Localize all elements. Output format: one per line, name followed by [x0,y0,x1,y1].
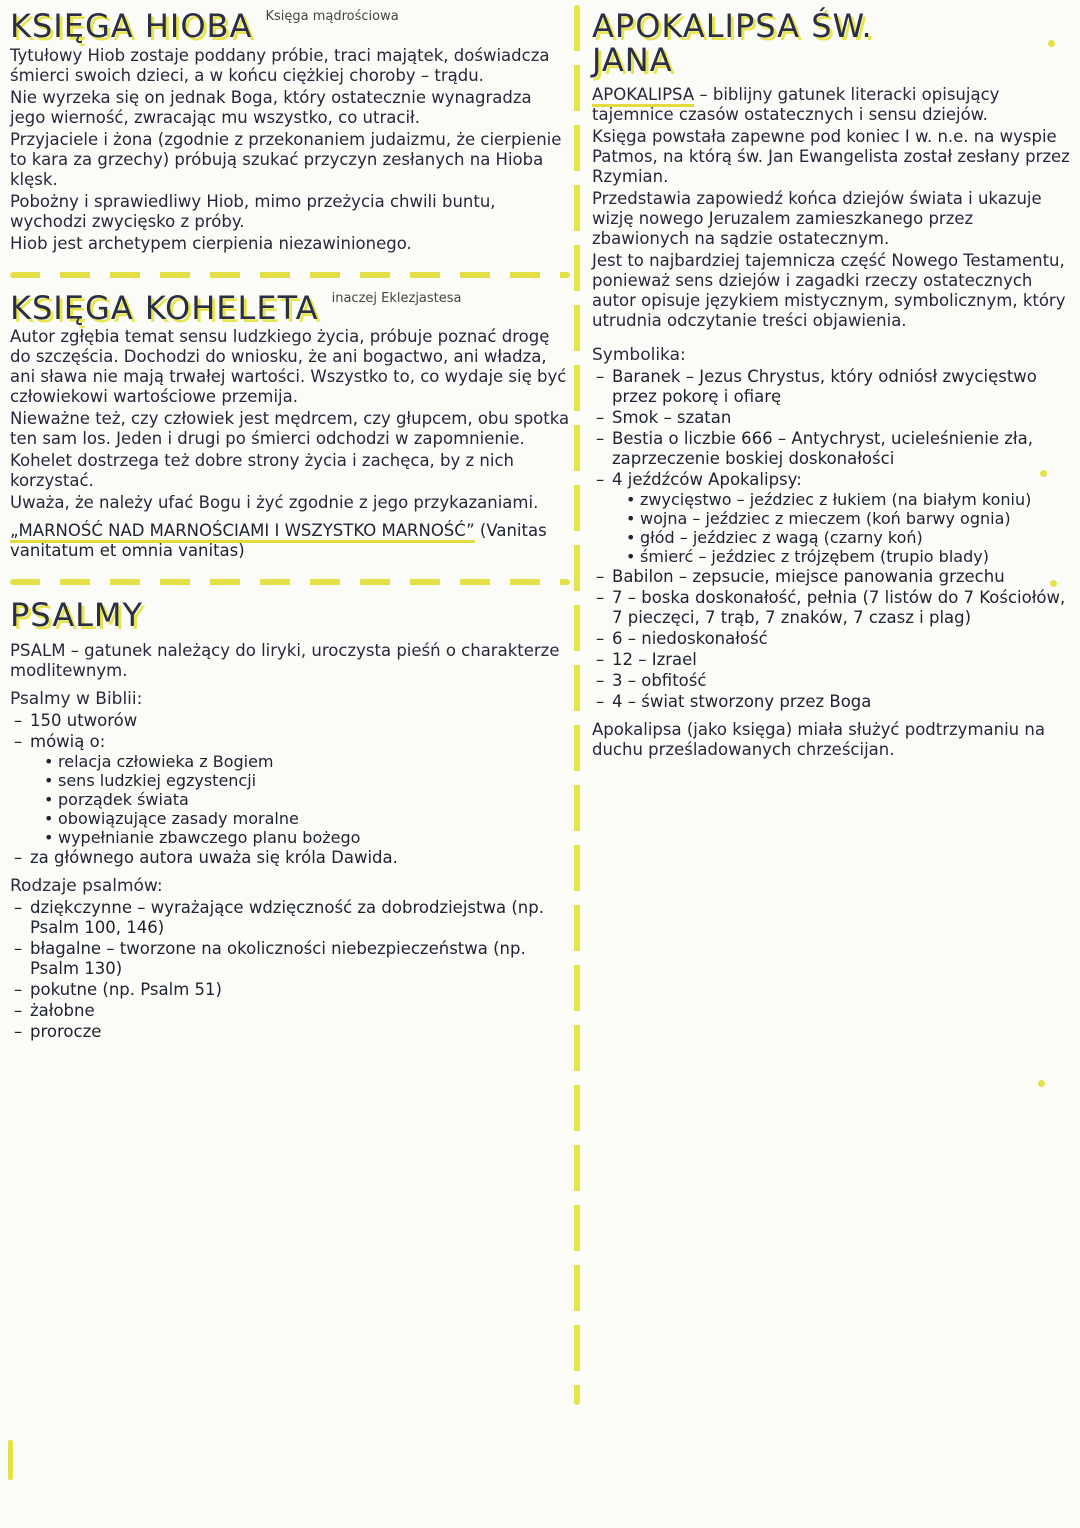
symbolika-label: Symbolika: [592,345,686,366]
topic-item: • wypełnianie zbawczego planu bożego [44,828,570,847]
list-item [14,732,570,847]
koheleta-note: inaczej Eklezjastesa [331,290,462,306]
topic-item: • relacja człowieka z Bogiem [44,752,570,771]
koheleta-title: KSIĘGA KOHELETA [10,288,319,327]
apokalipsa-paragraph: Przedstawia zapowiedź końca dziejów świata i ukazuje wizję nowego Jeruzalem zamieszkanego przez zbawionych na sądzie ostatecznym. [592,189,1042,249]
psalmy-bible-label: Psalmy w Biblii: [10,688,143,709]
section-apokalipsa [592,7,1070,760]
topic-item: • sens ludzkiej egzystencji [44,771,570,790]
riders-list [612,490,1070,566]
symbolika-list [592,367,1070,712]
section-divider [10,272,570,278]
highlighter-speck [8,1440,13,1480]
psalmy-topics [30,752,570,847]
apokalipsa-title-line1: APOKALIPSA ŚW. [592,7,873,45]
type-item: – błagalne – tworzone na okoliczności niebezpieczeństwa (np. Psalm 130) [14,939,570,979]
quote-text: „MARNOŚĆ NAD MARNOŚCIAMI I WSZYSTKO MARNOŚĆ” [10,521,475,543]
topic-item: • porządek świata [44,790,570,809]
riders-label: 4 jeźdźców Apokalipsy: [612,470,802,490]
list-item-label: mówią o: [30,731,106,751]
symbol-item: – 12 – Izrael [596,650,1070,670]
symbol-item [596,470,1070,566]
koheleta-paragraph: Autor zgłębia temat sensu ludzkiego życia, próbuje poznać drogę do szczęścia. Dochodzi do wniosku, że ani bogactwo, ani władza, ani sława nie mają trwałej wartości. Wszystko to, co wydaje się być człowiekowi wartościowe przemija. [10,327,567,407]
hiob-paragraph: Nie wyrzeka się on jednak Boga, który ostatecznie wynagradza jego wierność, zwracając mu wszystko, co utracił. [10,87,532,127]
highlighter-speck [1050,580,1057,587]
column-divider [574,5,580,1405]
hiob-note: Księga mądrościowa [265,9,399,24]
symbol-item: – Baranek – Jezus Chrystus, który odniósł zwycięstwo przez pokorę i ofiarę [596,367,1070,407]
symbol-item: – 7 – boska doskonałość, pełnia (7 listów do 7 Kościołów, 7 pieczęci, 7 trąb, 7 znaków, 7 czasz i plag) [596,588,1070,628]
right-column [592,7,1070,762]
apokalipsa-paragraph: Jest to najbardziej tajemnicza część Nowego Testamentu, ponieważ sens dziejów i zagadki rzeczy ostatecznych autor opisuje językiem mistycznym, symbolicznym, który utrudnia odczytanie treści objawienia. [592,251,1066,331]
topic-item: • obowiązujące zasady moralne [44,809,570,828]
symbol-item: – 3 – obfitość [596,671,1070,691]
koheleta-quote [10,521,570,561]
apokalipsa-paragraph: Księga powstała zapewne pod koniec I w. n.e. na wyspie Patmos, na którą św. Jan Ewangelista został zesłany przez Rzymian. [592,127,1070,187]
psalmy-types-label: Rodzaje psalmów: [10,875,163,896]
hiob-title: KSIĘGA HIOBA [10,7,253,45]
type-item: – dziękczynne – wyrażające wdzięczność za dobrodziejstwa (np. Psalm 100, 146) [14,898,570,938]
highlighter-speck [1048,40,1055,47]
type-item: – pokutne (np. Psalm 51) [14,980,570,1000]
highlighter-speck [1038,1080,1045,1087]
section-psalmy [10,596,570,1042]
psalmy-types-list [10,898,570,1042]
symbol-item: – Smok – szatan [596,408,1070,428]
apokalipsa-definition [592,85,1070,125]
hiob-paragraph: Pobożny i sprawiedliwy Hiob, mimo przeżycia chwili buntu, wychodzi zwycięsko z próby. [10,191,496,231]
apokalipsa-def-text: – biblijny gatunek literacki opisujący tajemnice czasów ostatecznych i sensu dziejów. [592,85,1000,125]
hiob-paragraph: Tytułowy Hiob zostaje poddany próbie, traci majątek, doświadcza śmierci swoich dzieci, a w końcu ciężkiej choroby – trądu. [10,45,550,85]
psalmy-bible-list [10,711,570,868]
left-column [10,7,570,1043]
rider-item: • głód – jeździec z wagą (czarny koń) [626,528,1070,547]
rider-item: • śmierć – jeździec z trójzębem (trupio blady) [626,547,1070,566]
rider-item: • zwycięstwo – jeździec z łukiem (na białym koniu) [626,490,1070,509]
psalmy-definition: PSALM – gatunek należący do liryki, uroczysta pieśń o charakterze modlitewnym. [10,640,560,680]
hiob-paragraph: Przyjaciele i żona (zgodnie z przekonaniem judaizmu, że cierpienie to kara za grzechy) próbują szukać przyczyn zesłanych na Hioba klęsk. [10,129,562,189]
hiob-paragraph: Hiob jest archetypem cierpienia niezawinionego. [10,233,412,253]
apokalipsa-title [592,7,873,79]
highlighter-speck [1040,470,1047,477]
section-divider [10,579,570,585]
rider-item: • wojna – jeździec z mieczem (koń barwy ognia) [626,509,1070,528]
section-koheleta [10,288,570,562]
quote-latin: (Vanitas vanitatum et omnia vanitas) [10,521,547,561]
symbol-item: – 6 – niedoskonałość [596,629,1070,649]
list-item: – 150 utworów [14,711,570,731]
type-item: – żałobne [14,1001,570,1021]
psalmy-title: PSALMY [10,596,144,635]
list-item: – za głównego autora uważa się króla Dawida. [14,848,570,868]
koheleta-paragraph: Kohelet dostrzega też dobre strony życia i zachęca, by z nich korzystać. [10,451,514,491]
symbol-item: – Babilon – zepsucie, miejsce panowania grzechu [596,567,1070,587]
koheleta-paragraph: Nieważne też, czy człowiek jest mędrcem, czy głupcem, obu spotka ten sam los. Jeden i drugi po śmierci odchodzi w zapomnienie. [10,409,570,449]
koheleta-paragraph: Uważa, że należy ufać Bogu i żyć zgodnie z jego przykazaniami. [10,493,539,513]
apokalipsa-term: APOKALIPSA [592,85,694,107]
apokalipsa-title-line2: JANA [592,40,673,79]
symbol-item: – 4 – świat stworzony przez Boga [596,692,1070,712]
symbol-item: – Bestia o liczbie 666 – Antychryst, ucieleśnienie zła, zaprzeczenie boskiej doskonałości [596,429,1070,469]
apokalipsa-closing: Apokalipsa (jako księga) miała służyć podtrzymaniu na duchu prześladowanych chrześcijan. [592,720,1045,760]
type-item: – prorocze [14,1022,570,1042]
section-hiob [10,7,570,254]
